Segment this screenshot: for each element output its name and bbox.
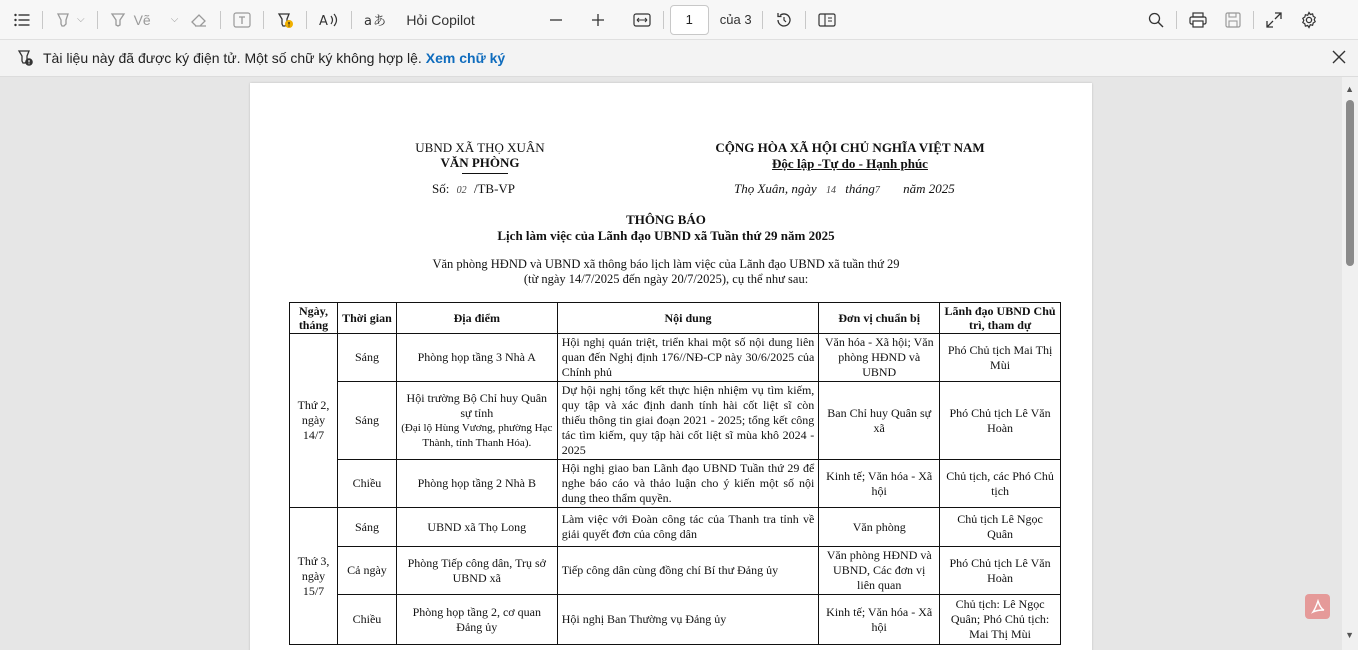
nation-motto: Độc lập -Tự do - Hạnh phúc	[772, 156, 928, 171]
text-box-icon	[233, 12, 251, 28]
table-header-cell: Thời gian	[337, 303, 396, 334]
page-view-icon	[818, 12, 836, 28]
svg-text:a: a	[364, 13, 373, 28]
table-row	[290, 547, 1061, 595]
time-cell: Sáng	[337, 334, 396, 382]
place-cell	[396, 382, 557, 460]
time-cell: Sáng	[337, 508, 396, 547]
time-cell: Cả ngày	[337, 547, 396, 595]
toolbar-divider	[1176, 11, 1177, 29]
table-row	[290, 460, 1061, 508]
doc-title: THÔNG BÁO	[626, 212, 706, 227]
place-cell: UBND xã Thọ Long	[396, 508, 557, 547]
leader-cell: Phó Chủ tịch Mai Thị Mùi	[940, 334, 1061, 382]
text-box-button[interactable]	[227, 5, 257, 35]
ask-copilot-button[interactable]	[400, 5, 480, 35]
time-cell: Chiều	[337, 595, 396, 645]
search-button[interactable]	[1142, 5, 1170, 35]
doc-number: Số: 02 /TB-VP	[432, 181, 516, 196]
eraser-icon	[190, 12, 208, 28]
pen-icon	[110, 12, 126, 28]
place-cell: Phòng họp tầng 2 Nhà B	[396, 460, 557, 508]
translate-button[interactable]	[358, 5, 392, 35]
translate-icon	[364, 12, 386, 28]
rotate-button[interactable]	[769, 5, 799, 35]
unit-cell: Văn phòng	[819, 508, 940, 547]
content-cell: Hội nghị Ban Thường vụ Đảng ủy	[557, 595, 819, 645]
toolbar-divider	[762, 11, 763, 29]
content-cell: Dự hội nghị tổng kết thực hiện nhiệm vụ tìm kiếm, quy tập và xác định danh tính hài cốt liệt sĩ còn thiếu thông tin giai đoạn 2021 - 2025; tổng kết công tác tìm kiếm, quy tập hài cốt liệt sĩ mùa khô 2024 - 2025	[557, 382, 819, 460]
leader-cell: Phó Chủ tịch Lê Văn Hoàn	[940, 547, 1061, 595]
document-viewer	[0, 77, 1358, 650]
plus-icon	[591, 13, 605, 27]
place-name: Hội trường Bộ Chỉ huy Quân sự tỉnh	[406, 390, 548, 420]
chevron-down-icon: ⌵	[170, 14, 179, 25]
table-row	[290, 382, 1061, 460]
leader-cell: Chủ tịch: Lê Ngọc Quân; Phó Chủ tịch: Mai Thị Mùi	[940, 595, 1061, 645]
pdf-page	[250, 83, 1092, 650]
table-header-cell: Đơn vị chuẩn bị	[819, 303, 940, 334]
table-header-row	[290, 303, 1061, 334]
ask-copilot-label: Hỏi Copilot	[406, 11, 475, 28]
signature-info-bar	[0, 40, 1358, 77]
print-button[interactable]	[1183, 5, 1213, 35]
content-cell: Hội nghị quán triệt, triển khai một số nội dung liên quan đến Nghị định 176//NĐ-CP này 30/6/2025 của Chính phủ	[557, 334, 819, 382]
place-cell: Phòng họp tầng 2, cơ quan Đảng ủy	[396, 595, 557, 645]
toolbar-divider	[220, 11, 221, 29]
fit-width-button[interactable]	[627, 5, 657, 35]
gear-icon	[1300, 11, 1318, 29]
read-aloud-button[interactable]	[313, 5, 345, 35]
day-cell: Thứ 3, ngày 15/7	[290, 508, 338, 645]
search-icon	[1148, 12, 1164, 28]
zoom-in-button[interactable]	[585, 5, 611, 35]
fullscreen-button[interactable]	[1260, 5, 1288, 35]
table-row	[290, 334, 1061, 382]
schedule-table	[289, 302, 1061, 645]
time-cell: Chiều	[337, 460, 396, 508]
page-total: của 3	[719, 12, 752, 27]
toolbar	[0, 0, 1358, 40]
zoom-out-button[interactable]	[543, 5, 569, 35]
leader-cell: Phó Chủ tịch Lê Văn Hoàn	[940, 382, 1061, 460]
place-cell: Phòng Tiếp công dân, Trụ sở UBND xã	[396, 547, 557, 595]
leader-cell: Chủ tịch, các Phó Chủ tịch	[940, 460, 1061, 508]
toolbar-divider	[263, 11, 264, 29]
signature-button[interactable]	[270, 5, 300, 35]
eraser-button[interactable]	[184, 5, 214, 35]
toolbar-divider	[805, 11, 806, 29]
save-button[interactable]	[1219, 5, 1247, 35]
time-cell: Sáng	[337, 382, 396, 460]
fit-width-icon	[633, 13, 651, 27]
table-header-cell: Lãnh đạo UBND Chủ trì, tham dự	[940, 303, 1061, 334]
toolbar-divider	[351, 11, 352, 29]
day-cell: Thứ 2, ngày 14/7	[290, 334, 338, 508]
svg-text:A: A	[319, 13, 329, 28]
content-cell: Làm việc với Đoàn công tác của Thanh tra tỉnh về giải quyết đơn của công dân	[557, 508, 819, 547]
table-header-cell: Ngày, tháng	[290, 303, 338, 334]
toolbar-divider	[306, 11, 307, 29]
settings-button[interactable]	[1294, 5, 1324, 35]
content-cell: Tiếp công dân cùng đồng chí Bí thư Đảng ủy	[557, 547, 819, 595]
leader-cell: Chủ tịch Lê Ngọc Quân	[940, 508, 1061, 547]
toolbar-divider	[1253, 11, 1254, 29]
scrollbar-thumb[interactable]	[1346, 100, 1354, 266]
page-view-button[interactable]	[812, 5, 842, 35]
table-row	[290, 508, 1061, 547]
chevron-down-icon: ⌵	[77, 14, 85, 25]
print-icon	[1189, 12, 1207, 28]
org-name: UBND XÃ THỌ XUÂN	[415, 140, 545, 155]
doc-intro-line1: Văn phòng HĐND và UBND xã thông báo lịch làm việc của Lãnh đạo UBND xã tuần thứ 29	[432, 257, 900, 271]
org-department: VĂN PHÒNG	[440, 155, 520, 170]
close-icon[interactable]	[1332, 50, 1346, 67]
highlight-button[interactable]	[49, 5, 91, 35]
minus-icon	[549, 13, 563, 27]
table-row	[290, 595, 1061, 645]
content-cell: Hội nghị giao ban Lãnh đạo UBND Tuần thứ 29 để nghe báo cáo và thảo luận cho ý kiến một số nội dung theo thẩm quyền.	[557, 460, 819, 508]
page-number-input[interactable]: 1	[670, 5, 709, 35]
rotate-icon	[775, 11, 793, 29]
doc-date: Thọ Xuân, ngày 14 tháng7 năm 2025	[734, 181, 955, 196]
save-icon	[1225, 12, 1241, 28]
signature-message: Tài liệu này đã được ký điện tử. Một số chữ ký không hợp lệ.	[43, 50, 422, 66]
view-signatures-link[interactable]: Xem chữ ký	[425, 50, 506, 66]
contents-icon[interactable]	[8, 5, 36, 35]
draw-label: Vẽ	[133, 11, 151, 28]
org-underline	[462, 173, 508, 174]
place-cell: Phòng họp tầng 3 Nhà A	[396, 334, 557, 382]
acrobat-icon[interactable]	[1305, 594, 1330, 619]
signature-warning-icon	[276, 11, 294, 29]
draw-button[interactable]	[104, 5, 185, 35]
expand-icon	[1266, 12, 1282, 28]
unit-cell: Kinh tế; Văn hóa - Xã hội	[819, 460, 940, 508]
nation-title: CỘNG HÒA XÃ HỘI CHỦ NGHĨA VIỆT NAM	[715, 140, 985, 155]
signature-warning-icon	[16, 49, 34, 67]
toolbar-divider	[97, 11, 98, 29]
place-note: (Đại lộ Hùng Vương, phường Hạc Thành, tỉnh Thanh Hóa).	[401, 421, 553, 449]
scroll-down-icon[interactable]: ▼	[1345, 630, 1354, 640]
table-header-cell: Nội dung	[557, 303, 819, 334]
read-aloud-icon	[319, 12, 339, 28]
scroll-up-icon[interactable]: ▲	[1345, 84, 1354, 94]
doc-intro-line2: (từ ngày 14/7/2025 đến ngày 20/7/2025), cụ thể như sau:	[523, 272, 809, 286]
unit-cell: Văn phòng HĐND và UBND, Các đơn vị liên quan	[819, 547, 940, 595]
unit-cell: Kinh tế; Văn hóa - Xã hội	[819, 595, 940, 645]
toolbar-divider	[663, 11, 664, 29]
unit-cell: Văn hóa - Xã hội; Văn phòng HĐND và UBND	[819, 334, 940, 382]
doc-subtitle: Lịch làm việc của Lãnh đạo UBND xã Tuần thứ 29 năm 2025	[497, 228, 835, 243]
unit-cell: Ban Chỉ huy Quân sự xã	[819, 382, 940, 460]
toolbar-divider	[42, 11, 43, 29]
table-header-cell: Địa điểm	[396, 303, 557, 334]
highlighter-icon	[55, 12, 71, 28]
svg-text:あ: あ	[373, 13, 387, 28]
